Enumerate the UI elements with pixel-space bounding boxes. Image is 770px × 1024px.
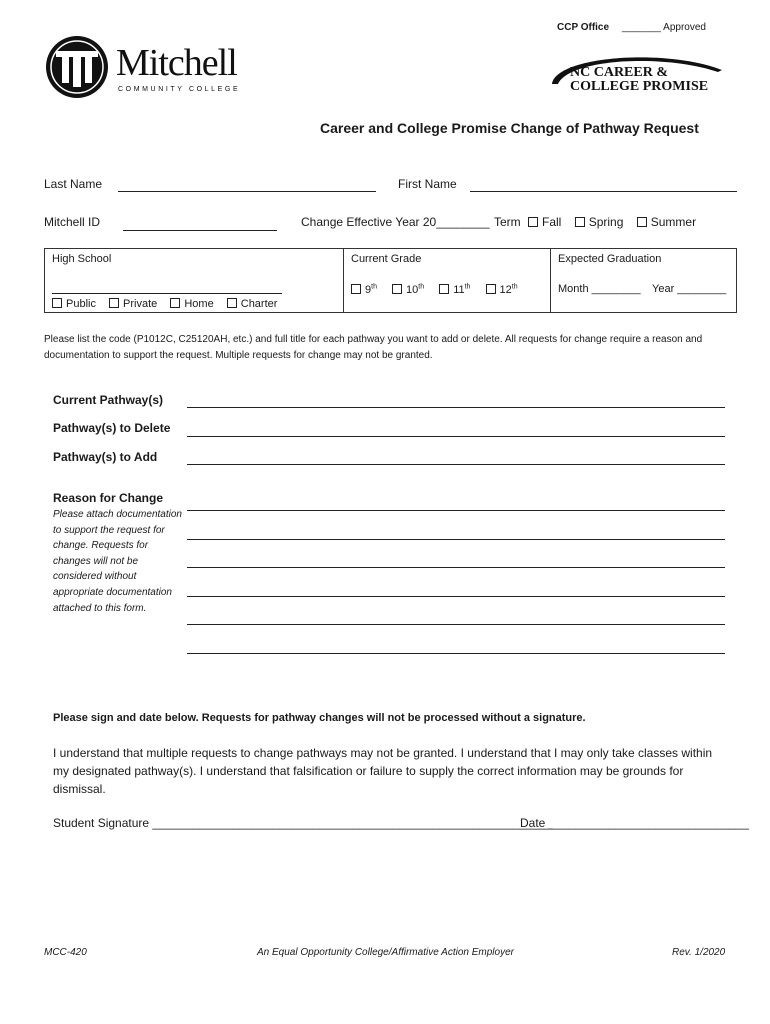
graduation-year-field[interactable]: Year ________ — [652, 283, 727, 295]
ccp-logo-line2: COLLEGE PROMISE — [570, 79, 709, 94]
term-group — [494, 215, 696, 229]
student-signature-field[interactable]: Student Signature ____________________________________________________________ — [53, 816, 553, 830]
checkbox-icon — [109, 298, 119, 308]
pathway-delete-field[interactable] — [187, 436, 725, 437]
checkbox-icon — [439, 284, 449, 294]
school-type-private[interactable]: Private — [109, 298, 157, 310]
school-info-table — [44, 248, 737, 313]
signature-statement: I understand that multiple requests to change pathways may not be granted. I understand that I may only take classes within my designated pathway(s). I understand that falsification or failure to supply the correct information may be grounds for dismissal. — [53, 746, 713, 796]
checkbox-icon — [52, 298, 62, 308]
grade-option-11[interactable]: 11th — [439, 284, 470, 296]
reason-line-2[interactable] — [187, 539, 725, 540]
page-title: Career and College Promise Change of Pathway Request — [320, 120, 699, 136]
term-label: Term — [494, 215, 521, 229]
checkbox-icon — [170, 298, 180, 308]
school-type-group — [52, 298, 277, 310]
school-type-home[interactable]: Home — [170, 298, 213, 310]
reason-line-1[interactable] — [187, 510, 725, 511]
current-pathway-field[interactable] — [187, 407, 725, 408]
logo-subtitle: COMMUNITY COLLEGE — [118, 86, 241, 93]
pathway-add-field[interactable] — [187, 464, 725, 465]
mitchell-logo — [44, 34, 244, 104]
pathway-add-label: Pathway(s) to Add — [53, 450, 158, 464]
checkbox-icon — [528, 217, 538, 227]
checkbox-icon — [227, 298, 237, 308]
ccp-logo — [546, 50, 730, 98]
reason-note: Please attach documentation to support the request for change. Requests for changes will not be considered without appropriate documentation attached to this form. — [53, 509, 182, 614]
mitchell-seal-icon — [44, 34, 110, 100]
instructions-text: Please list the code (P1012C, C25120AH, etc.) and full title for each pathway you want to add or delete. All requests for change require a reason and documentation to support the request. Multiple requests for change may not be granted. — [44, 334, 703, 361]
current-pathway-label: Current Pathway(s) — [53, 393, 164, 407]
grade-option-10[interactable]: 10th — [392, 284, 424, 296]
eeo-statement: An Equal Opportunity College/Affirmative Action Employer — [257, 947, 514, 958]
high-school-label: High School — [52, 253, 112, 265]
first-name-field[interactable] — [470, 191, 737, 192]
current-grade-cell — [344, 249, 551, 313]
signature-heading: Please sign and date below. Requests for pathway changes will not be processed without a signature. — [53, 712, 586, 724]
last-name-field[interactable] — [118, 191, 376, 192]
form-id: MCC-420 — [44, 947, 87, 958]
expected-graduation-label: Expected Graduation — [558, 253, 662, 265]
pathway-delete-label: Pathway(s) to Delete — [53, 421, 171, 435]
grade-option-9[interactable]: 9th — [351, 284, 377, 296]
change-year-field[interactable]: Change Effective Year 20________ — [301, 215, 490, 229]
term-option-fall[interactable]: Fall — [528, 215, 561, 229]
reason-line-3[interactable] — [187, 567, 725, 568]
reason-line-5[interactable] — [187, 624, 725, 625]
first-name-label: First Name — [398, 177, 457, 191]
reason-label: Reason for Change — [53, 491, 164, 505]
checkbox-icon — [637, 217, 647, 227]
reason-line-4[interactable] — [187, 596, 725, 597]
term-option-spring[interactable]: Spring — [575, 215, 624, 229]
school-type-charter[interactable]: Charter — [227, 298, 278, 310]
grade-options — [351, 283, 518, 296]
approved-label: _______ Approved — [622, 22, 706, 33]
ccp-office-label: CCP Office — [557, 22, 610, 33]
checkbox-icon — [486, 284, 496, 294]
ccp-logo-line1: NC CAREER & — [570, 65, 668, 80]
grade-option-12[interactable]: 12th — [486, 284, 518, 296]
term-option-summer[interactable]: Summer — [637, 215, 696, 229]
graduation-month-field[interactable]: Month ________ — [558, 283, 641, 295]
current-grade-label: Current Grade — [351, 253, 422, 265]
checkbox-icon — [351, 284, 361, 294]
logo-wordmark: Mitchell — [116, 42, 237, 84]
high-school-field[interactable] — [52, 293, 282, 294]
high-school-cell — [45, 249, 344, 313]
mitchell-id-label: Mitchell ID — [44, 215, 101, 229]
school-type-public[interactable]: Public — [52, 298, 96, 310]
signature-date-field[interactable]: Date ______________________________ — [520, 816, 749, 830]
last-name-label: Last Name — [44, 177, 103, 191]
expected-graduation-cell — [551, 249, 737, 313]
checkbox-icon — [392, 284, 402, 294]
revision-date: Rev. 1/2020 — [672, 947, 726, 958]
reason-line-6[interactable] — [187, 653, 725, 654]
checkbox-icon — [575, 217, 585, 227]
mitchell-id-field[interactable] — [123, 230, 277, 231]
